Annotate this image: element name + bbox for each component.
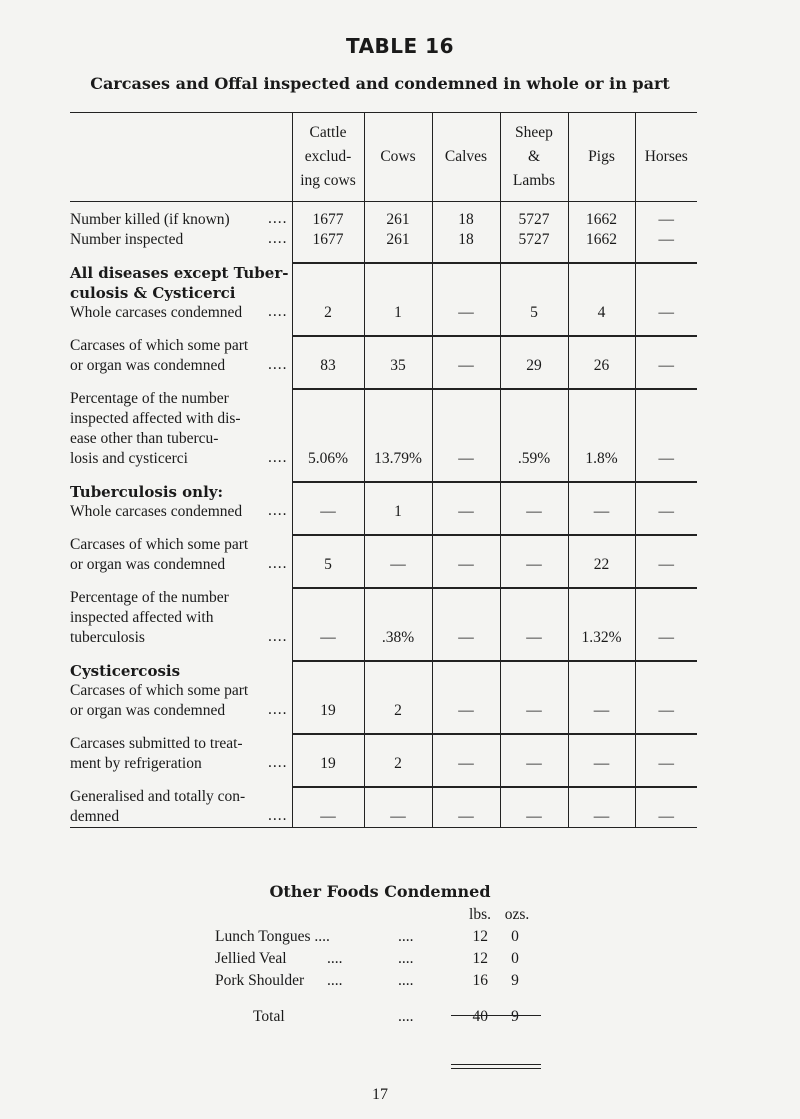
other-foods-title: Other Foods Condemned — [269, 882, 491, 901]
table-row: Carcases submitted to treat- ment by refrigeration .... 19 2 — — — — — [70, 734, 697, 774]
total-double-rule-top — [451, 1064, 541, 1065]
table-row: Tuberculosis only: Whole carcases condemned .... — 1 — — — — — [70, 482, 697, 522]
col-horses: Horses — [635, 113, 697, 202]
table-title: TABLE 16 — [345, 34, 454, 58]
total-double-rule-bottom — [451, 1068, 541, 1069]
table-row: Percentage of the number inspected affected with dis- ease other than tubercu- losis and cysticerci .... 5.06% 13.79% — .59% 1.8% — — [70, 389, 697, 469]
col-pigs: Pigs — [568, 113, 635, 202]
list-item: Lunch Tongues .... .... 12 0 — [215, 928, 519, 945]
total-row: Total .... 40 9 — [253, 1008, 519, 1025]
table-row: Generalised and totally con- demned .... — — — — — — — [70, 787, 697, 828]
header-row — [70, 113, 697, 202]
table-row: Carcases of which some part or organ was condemned .... 5 — — — 22 — — [70, 535, 697, 575]
page-number: 17 — [372, 1086, 388, 1103]
table-row: Cysticercosis Carcases of which some part or organ was condemned .... 19 2 — — — — — [70, 661, 697, 721]
table-row: Percentage of the number inspected affected with tuberculosis .... — .38% — — 1.32% — — [70, 588, 697, 648]
other-foods-header: lbs. ozs. — [469, 906, 530, 923]
table-row: Carcases of which some part or organ was condemned .... 83 35 — 29 26 — — [70, 336, 697, 376]
list-item: Pork Shoulder .... .... 16 9 — [215, 972, 519, 989]
col-cows: Cows — [364, 113, 432, 202]
other-foods-list — [215, 906, 575, 1030]
col-calves: Calves — [432, 113, 500, 202]
col-cattle: Cattle exclud- ing cows — [292, 113, 364, 202]
condemned-table — [70, 112, 697, 828]
header-blank — [70, 113, 292, 202]
table-row: All diseases except Tuber- culosis & Cysticerci Whole carcases condemned .... 2 1 — 5 4 — — [70, 263, 697, 323]
table-subtitle: Carcases and Offal inspected and condemned in whole or in part — [90, 74, 670, 93]
list-item: Jellied Veal .... .... 12 0 — [215, 950, 519, 967]
table-row: Number inspected .... 1677 261 18 5727 1662 — — [70, 230, 697, 250]
col-sheep: Sheep & Lambs — [500, 113, 568, 202]
table-row: Number killed (if known) .... 1677 261 18 5727 1662 — — [70, 210, 697, 230]
subtotal-rule — [451, 1015, 541, 1016]
